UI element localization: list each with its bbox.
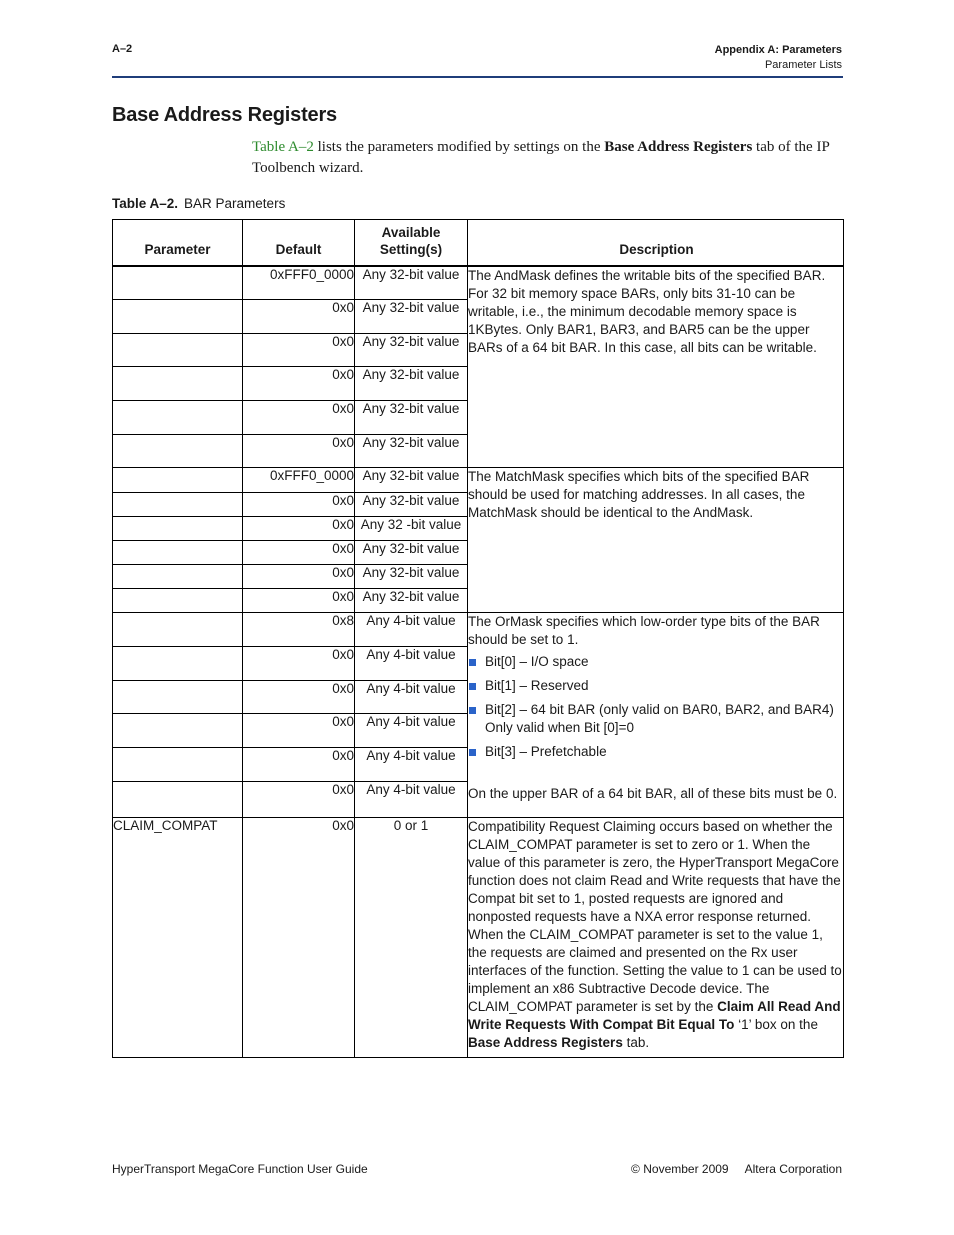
intro-text-1: lists the parameters modified by settings on the	[313, 139, 605, 155]
ormask-note: On the upper BAR of a 64 bit BAR, all of these bits must be 0.	[468, 786, 838, 801]
cell-available: Any 32-bit value	[355, 401, 468, 435]
bullet-text: Bit[2] – 64 bit BAR (only valid on BAR0, BAR2, and BAR4) Only valid when Bit [0]=0	[485, 702, 834, 735]
cell-default: 0x0	[243, 517, 355, 541]
cell-parameter	[113, 435, 243, 468]
cell-default: 0x0	[243, 565, 355, 589]
list-item	[468, 743, 843, 761]
cell-default: 0x0	[243, 714, 355, 748]
cell-available: Any 32-bit value	[355, 266, 468, 300]
cell-parameter	[113, 681, 243, 714]
cell-available: Any 32-bit value	[355, 493, 468, 517]
cell-default: 0x0	[243, 647, 355, 681]
cell-available: Any 4-bit value	[355, 613, 468, 647]
cell-default: 0xFFF0_0000	[243, 468, 355, 493]
table-row	[113, 468, 844, 493]
cell-available: 0 or 1	[355, 818, 468, 1058]
claim-compat-text-3: tab.	[622, 1035, 650, 1050]
claim-compat-text: Compatibility Request Claiming occurs based on whether the CLAIM_COMPAT parameter is set to zero or 1. When the value of this parameter is zero, the HyperTransport MegaCore function does not claim Read and Write requests that have the Compat bit set to 1, posted requests are ignored and nonposted requests have a NXA error response returned. When the CLAIM_COMPAT parameter is set to the value 1, the requests are claimed and presented on the Rx user interfaces of the function. Setting the value to 1 can be used to implement an x86 Subtractive Decode device. The CLAIM_COMPAT parameter is set by the	[468, 819, 842, 1014]
cell-parameter	[113, 748, 243, 782]
table-caption-label: Table A–2.	[112, 196, 179, 211]
cell-available: Any 4-bit value	[355, 714, 468, 748]
list-item	[468, 653, 843, 671]
header-parameter: Parameter	[113, 220, 243, 266]
cell-default: 0x0	[243, 589, 355, 613]
cell-description-matchmask: The MatchMask specifies which bits of the specified BAR should be used for matching addresses. In all cases, the MatchMask should be identical to the AndMask.	[468, 468, 844, 613]
cell-available: Any 32-bit value	[355, 565, 468, 589]
cell-parameter	[113, 367, 243, 401]
cell-parameter	[113, 782, 243, 818]
cell-parameter	[113, 493, 243, 517]
list-item	[468, 701, 843, 737]
cell-parameter	[113, 613, 243, 647]
table-row	[113, 613, 844, 647]
cell-default: 0x0	[243, 367, 355, 401]
claim-compat-bold-tab: Base Address Registers	[468, 1035, 623, 1050]
cell-default: 0xFFF0_0000	[243, 266, 355, 300]
table-header-row	[113, 220, 844, 266]
bullet-text: Bit[0] – I/O space	[485, 654, 589, 669]
bullet-square-icon	[469, 659, 476, 666]
list-item	[468, 677, 843, 695]
cell-default: 0x0	[243, 300, 355, 334]
cell-default: 0x0	[243, 401, 355, 435]
header-rule	[112, 76, 843, 78]
cell-parameter	[113, 647, 243, 681]
cell-parameter	[113, 565, 243, 589]
table-caption	[112, 196, 285, 211]
cell-available: Any 4-bit value	[355, 681, 468, 714]
cell-default: 0x0	[243, 818, 355, 1058]
cell-parameter	[113, 517, 243, 541]
cell-available: Any 32-bit value	[355, 468, 468, 493]
cell-default: 0x0	[243, 782, 355, 818]
cell-parameter	[113, 468, 243, 493]
intro-paragraph	[252, 137, 847, 179]
cell-parameter	[113, 714, 243, 748]
chapter-title: Appendix A: Parameters	[714, 44, 842, 56]
cell-default: 0x0	[243, 435, 355, 468]
running-header	[715, 43, 842, 73]
header-default: Default	[243, 220, 355, 266]
cell-available: Any 32-bit value	[355, 589, 468, 613]
cell-description-claim-compat	[468, 818, 844, 1058]
footer-company: Altera Corporation	[744, 1162, 842, 1176]
cell-default: 0x8	[243, 613, 355, 647]
section-title: Base Address Registers	[112, 104, 337, 126]
cell-available: Any 4-bit value	[355, 782, 468, 818]
subsection-title: Parameter Lists	[764, 59, 842, 71]
cell-default: 0x0	[243, 748, 355, 782]
footer-date: © November 2009	[631, 1162, 729, 1176]
bar-parameters-table	[112, 219, 844, 1058]
intro-text-2: tab of the IP Toolbench wizard.	[252, 139, 830, 176]
header-available: Available Setting(s)	[355, 220, 468, 266]
cell-description-ormask	[468, 613, 844, 818]
bullet-text: Bit[3] – Prefetchable	[485, 744, 607, 759]
header-description: Description	[468, 220, 844, 266]
bullet-square-icon	[469, 749, 476, 756]
page-number: A–2	[112, 43, 133, 55]
cell-available: Any 32-bit value	[355, 435, 468, 468]
cell-default: 0x0	[243, 334, 355, 367]
cell-parameter	[113, 401, 243, 435]
cell-available: Any 32-bit value	[355, 541, 468, 565]
cell-parameter	[113, 589, 243, 613]
cell-parameter	[113, 541, 243, 565]
cell-parameter	[113, 266, 243, 300]
ormask-description-text: The OrMask specifies which low-order type bits of the BAR should be set to 1.	[468, 614, 820, 647]
cell-description-andmask: The AndMask defines the writable bits of the specified BAR. For 32 bit memory space BARs, only bits 31-10 can be writable, i.e., the minimum decodable memory space is 1KBytes. Only BAR1, BAR3, and BAR5 can be the upper BARs of a 64 bit BAR. In this case, all bits can be writable.	[468, 266, 844, 468]
footer-right	[631, 1162, 842, 1176]
cell-default: 0x0	[243, 493, 355, 517]
cell-available: Any 32-bit value	[355, 367, 468, 401]
footer-document-title: HyperTransport MegaCore Function User Guide	[112, 1162, 368, 1176]
cell-parameter: CLAIM_COMPAT	[113, 818, 243, 1058]
cell-parameter	[113, 334, 243, 367]
ormask-bit-list	[468, 653, 843, 761]
cell-default: 0x0	[243, 681, 355, 714]
bullet-square-icon	[469, 683, 476, 690]
table-reference-link[interactable]: Table A–2	[252, 139, 314, 155]
cell-available: Any 32 -bit value	[355, 517, 468, 541]
cell-available: Any 4-bit value	[355, 748, 468, 782]
claim-compat-text-2: ‘1’ box on the	[734, 1017, 818, 1032]
claim-compat-bold-option: Claim All Read And Write Requests With Compat Bit Equal To	[468, 999, 841, 1032]
cell-available: Any 32-bit value	[355, 300, 468, 334]
table-row	[113, 818, 844, 1058]
table-caption-title: BAR Parameters	[184, 196, 286, 211]
cell-default: 0x0	[243, 541, 355, 565]
cell-parameter	[113, 300, 243, 334]
bullet-text: Bit[1] – Reserved	[485, 678, 589, 693]
intro-bold: Base Address Registers	[604, 139, 753, 155]
table-row	[113, 266, 844, 300]
bullet-square-icon	[469, 707, 476, 714]
cell-available: Any 32-bit value	[355, 334, 468, 367]
cell-available: Any 4-bit value	[355, 647, 468, 681]
